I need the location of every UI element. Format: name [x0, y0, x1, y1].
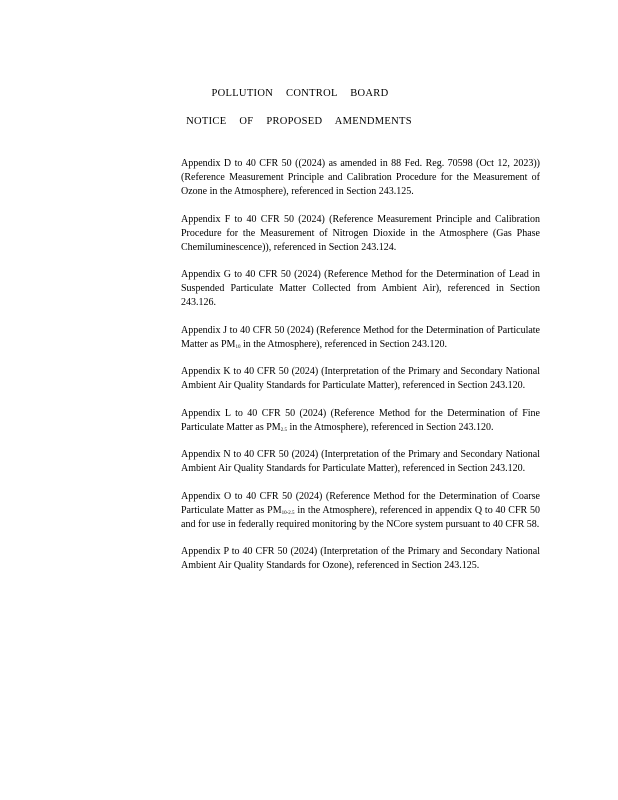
- appendix-l-entry: [181, 407, 540, 435]
- appendix-f-entry: Appendix F to 40 CFR 50 (2024) (Reference Measurement Principle and Calibration Procedure for the Measurement of Nitrogen Dioxide in the Atmosphere (Gas Phase Chemiluminescence)), referenced in Section 243.124.: [181, 213, 540, 253]
- entry-text: in the Atmosphere), referenced in appendix Q to 40 CFR 50 and for use in federally required monitoring by the NCore system pursuant to 40 CFR 58.: [181, 504, 541, 530]
- entry-text: in the Atmosphere), referenced in Section 243.120.: [286, 421, 494, 433]
- appendix-g-entry: Appendix G to 40 CFR 50 (2024) (Reference Method for the Determination of Lead in Suspended Particulate Matter Collected from Ambient Air), referenced in Section 243.126.: [181, 269, 540, 308]
- entry-text: Appendix J to 40 CFR 50 (2024) (Reference Method for the Determination of Particulate Matter as PM: [181, 324, 540, 350]
- page-title: POLLUTION CONTROL BOARD: [211, 88, 389, 99]
- appendix-d-entry: Appendix D to 40 CFR 50 ((2024) as amended in 88 Fed. Reg. 70598 (Oct 12, 2023)) (Reference Measurement Principle and Calibration Procedure for the Measurement of Ozone in the Atmosphere), referenced in Section 243.125.: [181, 158, 540, 197]
- appendix-k-entry: Appendix K to 40 CFR 50 (2024) (Interpretation of the Primary and Secondary National Ambient Air Quality Standards for Particulate Matter), referenced in Section 243.120.: [181, 366, 540, 391]
- appendix-j-entry: [181, 324, 540, 352]
- pm-subscript: 10-2.5: [281, 510, 295, 516]
- appendix-n-entry: Appendix N to 40 CFR 50 (2024) (Interpretation of the Primary and Secondary National Ambient Air Quality Standards for Particulate Matter), referenced in Section 243.120.: [181, 449, 540, 474]
- entry-text: Appendix O to 40 CFR 50 (2024) (Reference Method for the Determination of Coarse Particulate Matter as PM: [181, 490, 540, 516]
- appendix-o-entry: [181, 490, 540, 532]
- pm-subscript: 10: [235, 344, 241, 350]
- appendix-p-entry: Appendix P to 40 CFR 50 (2024) (Interpretation of the Primary and Secondary National Ambient Air Quality Standards for Ozone), referenced in Section 243.125.: [181, 546, 540, 571]
- entry-text: in the Atmosphere), referenced in Section 243.120.: [240, 338, 448, 350]
- entry-text: Appendix L to 40 CFR 50 (2024) (Reference Method for the Determination of Fine Particulate Matter as PM: [181, 407, 540, 433]
- page-subtitle: NOTICE OF PROPOSED AMENDMENTS: [186, 116, 412, 127]
- appendix-list: [181, 157, 540, 587]
- pm-subscript: 2.5: [280, 427, 287, 433]
